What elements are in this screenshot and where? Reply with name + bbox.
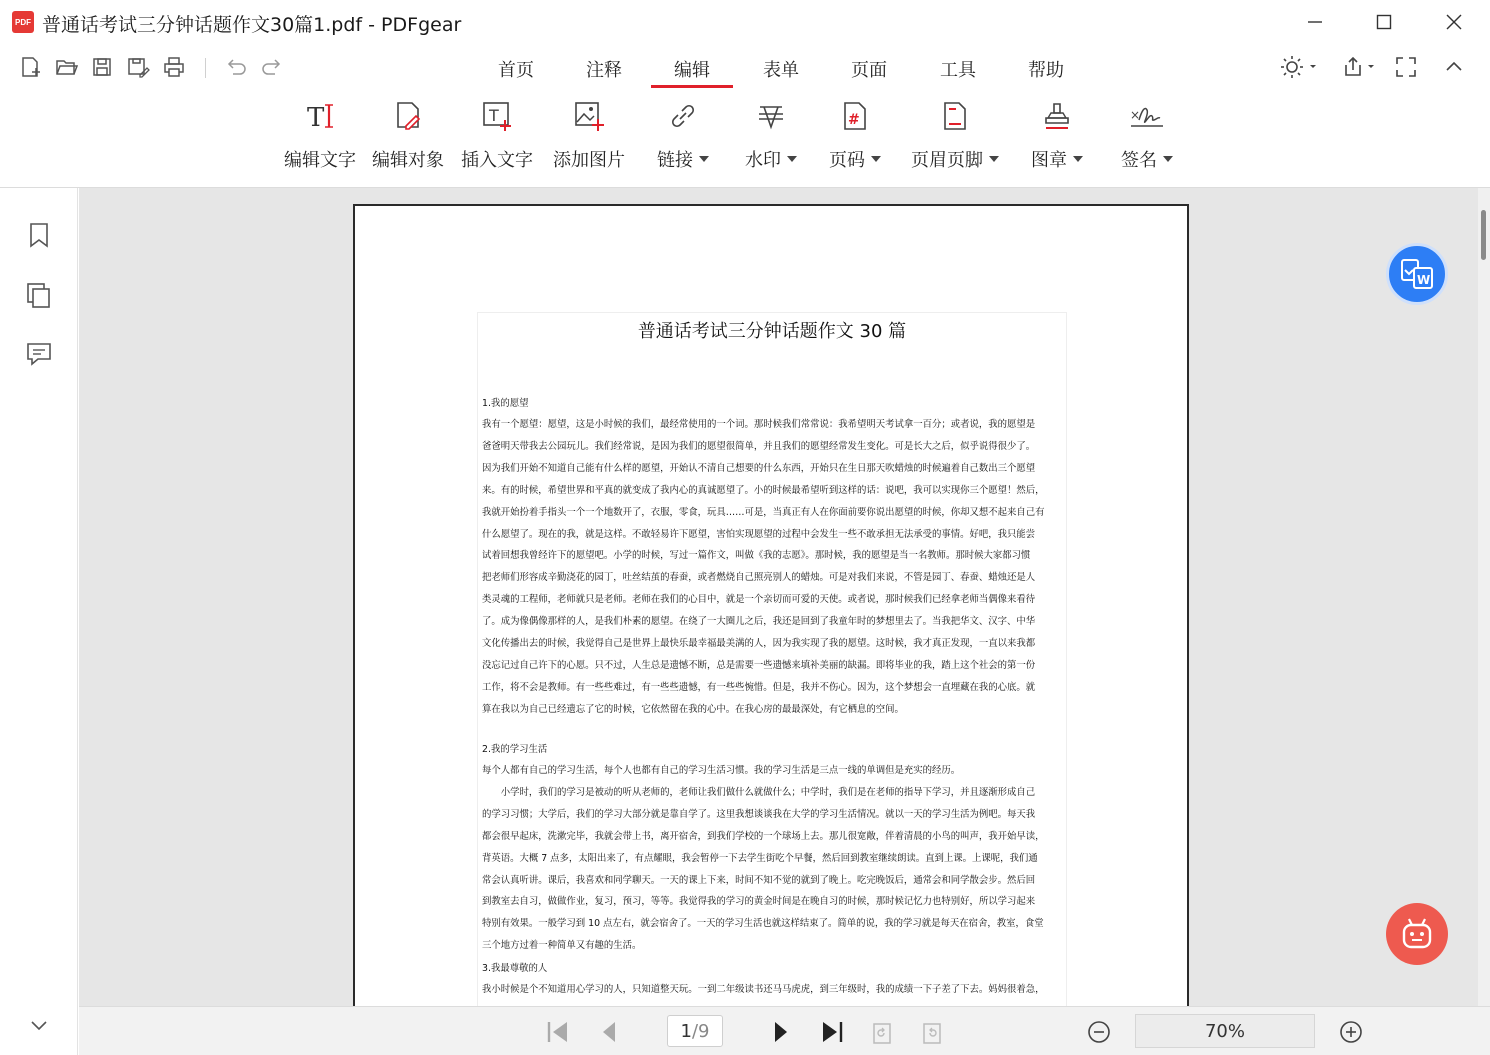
printer-icon — [162, 55, 186, 79]
insert-text-label: 插入文字 — [461, 150, 533, 171]
section-3-text — [482, 979, 1066, 1001]
insert-text-button[interactable] — [459, 96, 535, 182]
close-button[interactable] — [1419, 0, 1489, 44]
thumbnail-panel-button[interactable] — [24, 280, 54, 310]
section-heading: 2.我的学习生活 — [482, 744, 548, 755]
svg-text:T: T — [307, 103, 325, 132]
zoom-out-icon — [1086, 1019, 1112, 1045]
text-line: 到教室去自习，做做作业，复习，预习，等等。我觉得我的学习的黄金时间是在晚自习的时候，那时候记忆力也特别好，所以学习起来 — [482, 896, 1036, 908]
add-image-button[interactable] — [551, 96, 627, 182]
text-line: 小学时，我们的学习是被动的听从老师的，老师让我们做什么就做什么；中学时，我们是在老师的指导下学习，并且逐渐形成自己 — [482, 786, 1036, 798]
watermark-button[interactable] — [738, 96, 804, 182]
svg-text:T: T — [489, 106, 499, 125]
scrollbar-thumb[interactable] — [1481, 210, 1486, 260]
first-page-icon — [545, 1019, 571, 1045]
rotate-left-button[interactable] — [867, 1017, 897, 1047]
last-page-icon — [819, 1019, 845, 1045]
rotate-right-icon — [919, 1019, 945, 1045]
tab-help[interactable]: 帮助 — [1028, 60, 1064, 81]
save-as-button[interactable] — [124, 53, 152, 81]
add-image-label: 添加图片 — [553, 150, 625, 171]
document-viewer[interactable] — [79, 188, 1478, 1006]
tab-page[interactable]: 页面 — [851, 60, 887, 81]
header-footer-icon — [935, 96, 975, 136]
first-page-button[interactable] — [543, 1017, 573, 1047]
text-line: 我小时候是个不知道用心学习的人，只知道整天玩。一到二年级读书还马马虎虎，到三年级时，我的成绩一下子差了下去。妈妈很着急， — [482, 984, 1045, 995]
link-icon — [663, 96, 703, 136]
zoom-in-button[interactable] — [1336, 1017, 1366, 1047]
minimize-icon — [1307, 14, 1323, 30]
collapse-ribbon-button[interactable] — [1440, 53, 1468, 81]
text-line: 每个人都有自己的学习生活，每个人也都有自己的学习生活习惯。我的学习生活是三点一线的单调但是充实的经历。 — [482, 765, 961, 776]
undo-icon — [224, 55, 248, 79]
maximize-button[interactable] — [1349, 0, 1419, 44]
text-line: 工作，将不会是教师。有一些些难过，有一些些遗憾，有一些些惋惜。但是，我并不伤心。因为，这个梦想会一直埋藏在我的心底。就 — [482, 681, 1036, 693]
chevron-down-icon — [989, 156, 999, 162]
watermark-icon — [751, 96, 791, 136]
comment-icon — [26, 341, 52, 367]
chevron-down-icon — [787, 156, 797, 162]
edit-text-label: 编辑文字 — [284, 150, 356, 171]
current-page: 1 — [680, 1020, 692, 1042]
sidebar-expand-button[interactable] — [24, 1010, 54, 1040]
text-line: 我就开始扮着手指头一个一个地数开了，衣服，零食，玩具……可是，当真正有人在你面前要你说出愿望的时候，你却又想不起来自己有 — [482, 506, 1045, 518]
new-file-button[interactable] — [16, 53, 44, 81]
svg-text:×: × — [1130, 108, 1141, 122]
text-line: 把老师们形容成辛勤浇花的园丁，吐丝结茧的春蚕，或者燃烧自己照亮别人的蜡烛。可是对我们来说，不管是园丁、春蚕、蜡烛还是人 — [482, 572, 1036, 584]
undo-button[interactable] — [222, 53, 250, 81]
svg-text:#: # — [848, 112, 860, 128]
edit-object-button[interactable] — [370, 96, 446, 182]
vertical-scrollbar[interactable] — [1478, 188, 1490, 1006]
text-line: 常会认真听讲。课后，我喜欢和同学聊天。一天的课上下来，时间不知不觉的就到了晚上。吃完晚饭后，通常会和同学散会步。然后回 — [482, 874, 1036, 886]
page-navigation-bar — [79, 1006, 1490, 1055]
pdf-page[interactable] — [353, 204, 1189, 1006]
minimize-button[interactable] — [1280, 0, 1350, 44]
chevron-up-icon — [1444, 57, 1464, 77]
text-line: 什么愿望了。现在的我，就是这样。不敢轻易许下愿望，害怕实现愿望的过程中会发生一些不敢承担无法承受的事情。好吧，我只能尝 — [482, 528, 1036, 540]
redo-button[interactable] — [258, 53, 286, 81]
last-page-button[interactable] — [817, 1017, 847, 1047]
fullscreen-button[interactable] — [1392, 53, 1420, 81]
toolbar-separator — [205, 58, 206, 78]
chevron-down-icon — [29, 1015, 49, 1035]
section-2-text — [482, 760, 1066, 957]
signature-button[interactable] — [1114, 96, 1180, 182]
text-line: 了。成为像偶像那样的人，是我们朴素的愿望。在绕了一大圈儿之后，我还是回到了我童年时的梦想里去了。当我把华文、汉字、中华 — [482, 616, 1036, 628]
link-label: 链接 — [657, 150, 693, 171]
new-file-icon — [18, 55, 42, 79]
share-icon — [1342, 55, 1378, 79]
insert-text-icon — [477, 96, 517, 136]
bookmark-panel-button[interactable] — [24, 220, 54, 250]
rotate-right-button[interactable] — [917, 1017, 947, 1047]
folder-open-icon — [54, 55, 78, 79]
tab-form[interactable]: 表单 — [763, 60, 799, 81]
next-page-icon — [767, 1019, 793, 1045]
app-logo-icon: PDF — [12, 11, 34, 33]
stamp-icon — [1037, 96, 1077, 136]
brightness-icon — [1280, 55, 1316, 79]
svg-text:W: W — [1417, 273, 1431, 287]
save-button[interactable] — [88, 53, 116, 81]
ai-assistant-button[interactable] — [1386, 903, 1448, 965]
chevron-down-icon — [1163, 156, 1173, 162]
chevron-down-icon — [699, 156, 709, 162]
edit-text-button[interactable] — [282, 96, 358, 182]
text-line: 文化传播出去的时候，我觉得自己是世界上最快乐最幸福最美满的人，因为我实现了我的愿望。这时候，我才真正发现，一直以来我都 — [482, 638, 1036, 650]
document-title: 普通话考试三分钟话题作文 30 篇 — [637, 321, 907, 342]
text-line: 类灵魂的工程师，老师就只是老师。老师在我们的心目中，就是一个亲切而可爱的天使。或者说，那时候我们已经拿老师当偶像来看待 — [482, 594, 1036, 606]
theme-button[interactable] — [1278, 53, 1318, 81]
zoom-level-field[interactable]: 70% — [1135, 1014, 1315, 1048]
convert-to-word-button[interactable] — [1386, 243, 1448, 305]
page-number-input[interactable] — [667, 1015, 723, 1047]
title-bar — [0, 0, 1490, 44]
pages-icon — [26, 282, 52, 308]
tab-edit[interactable]: 编辑 — [651, 54, 733, 84]
text-line: 来。有的时候，希望世界和平真的就变成了我内心的真诚愿望了。小的时候最希望听到这样的话：说吧，我可以实现你三个愿望！然后， — [482, 484, 1045, 496]
text-line: 都会很早起床，洗漱完毕，我就会带上书，离开宿舍，到我们学校的一个球场上去。那儿很宽敞，伴着清晨的小鸟的叫声，我开始早读， — [482, 830, 1045, 842]
zoom-in-icon — [1338, 1019, 1364, 1045]
convert-word-icon — [1397, 256, 1437, 292]
maximize-icon — [1376, 14, 1392, 30]
text-line: 试着回想我曾经许下的愿望吧。小学的时候，写过一篇作文，叫做《我的志愿》。那时候，我的愿望是当一名教师。那时候大家都习惯 — [482, 550, 1031, 562]
header-footer-label: 页眉页脚 — [911, 150, 983, 171]
page-number-label: 页码 — [829, 150, 865, 171]
edit-object-icon — [388, 96, 428, 136]
section-heading: 1.我的愿望 — [482, 398, 529, 409]
quick-toolbar — [0, 50, 1490, 84]
text-line: 的学习习惯；大学后，我们的学习大部分就是靠自学了。这里我想谈谈我在大学的学习生活情况。就以一天的学习生活为例吧。每天我 — [482, 808, 1036, 820]
text-line: 爸爸明天带我去公园玩儿。我们经常说，是因为我们的愿望很简单，并且我们的愿望经常发生变化。可是长大之后，似乎说得很少了。 — [482, 440, 1036, 452]
previous-page-button[interactable] — [595, 1017, 625, 1047]
open-file-button[interactable] — [52, 53, 80, 81]
text-line: 没忘记过自己许下的心愿。只不过，人生总是遗憾不断，总是需要一些遗憾来填补美丽的缺漏。即将毕业的我，踏上这个社会的第一份 — [482, 659, 1036, 671]
text-line: 背英语。大概 7 点多，太阳出来了，有点耀眼，我会暂停一下去学生街吃个早餐，然后回到教室继续朗读。直到上课。上课呢，我们通 — [482, 852, 1038, 864]
page-number-button[interactable] — [822, 96, 888, 182]
window-title: 普通话考试三分钟话题作文30篇1.pdf - PDFgear — [42, 14, 462, 36]
add-image-icon — [569, 96, 609, 136]
redo-icon — [260, 55, 284, 79]
save-as-icon — [126, 55, 150, 79]
chevron-down-icon — [871, 156, 881, 162]
close-icon — [1446, 14, 1462, 30]
section-heading: 3.我最尊敬的人 — [482, 963, 548, 974]
signature-icon — [1127, 96, 1167, 136]
text-line: 三个地方过着一种简单又有趣的生活。 — [482, 940, 642, 952]
tab-home[interactable]: 首页 — [498, 60, 534, 81]
save-icon — [90, 55, 114, 79]
tab-annotate[interactable]: 注释 — [586, 60, 622, 81]
edit-object-label: 编辑对象 — [372, 150, 444, 171]
text-line: 因为我们开始不知道自己能有什么样的愿望，开始认不清自己想要的什么东西，开始只在生日那天吹蜡烛的时候遍着自己数出三个愿望 — [482, 462, 1036, 474]
chevron-down-icon — [1073, 156, 1083, 162]
next-page-button[interactable] — [765, 1017, 795, 1047]
edit-text-icon — [300, 96, 340, 136]
robot-icon — [1397, 914, 1437, 954]
total-pages: /9 — [691, 1020, 710, 1042]
bookmark-icon — [28, 222, 50, 248]
page-number-icon — [835, 96, 875, 136]
link-button[interactable] — [650, 96, 716, 182]
text-line: 我有一个愿望：愿望，这是小时候的我们，最经常使用的一个词。那时候我们常常说：我希望明天考试拿一百分；或者说，我的愿望是 — [482, 419, 1036, 430]
comment-panel-button[interactable] — [24, 339, 54, 369]
text-line: 算在我以为自己已经遗忘了它的时候，它依然留在我的心中。在我心房的最最深处，有它栖息的空间。 — [482, 703, 904, 715]
print-button[interactable] — [160, 53, 188, 81]
left-sidebar — [0, 188, 78, 1055]
zoom-out-button[interactable] — [1084, 1017, 1114, 1047]
edit-ribbon — [0, 96, 1490, 182]
tab-tools[interactable]: 工具 — [940, 60, 976, 81]
section-1-text — [482, 414, 1066, 721]
header-footer-button[interactable] — [905, 96, 1005, 182]
fullscreen-icon — [1395, 56, 1417, 78]
stamp-label: 图章 — [1031, 150, 1067, 171]
watermark-label: 水印 — [745, 150, 781, 171]
stamp-button[interactable] — [1024, 96, 1090, 182]
previous-page-icon — [597, 1019, 623, 1045]
share-button[interactable] — [1340, 53, 1380, 81]
text-line: 特别有效果。一般学习到 10 点左右，就会宿舍了。一天的学习生活也就这样结束了。简单的说，我的学习就是每天在宿舍，教室，食堂 — [482, 918, 1044, 930]
rotate-left-icon — [869, 1019, 895, 1045]
page-content — [477, 312, 1067, 1006]
signature-label: 签名 — [1121, 150, 1157, 171]
